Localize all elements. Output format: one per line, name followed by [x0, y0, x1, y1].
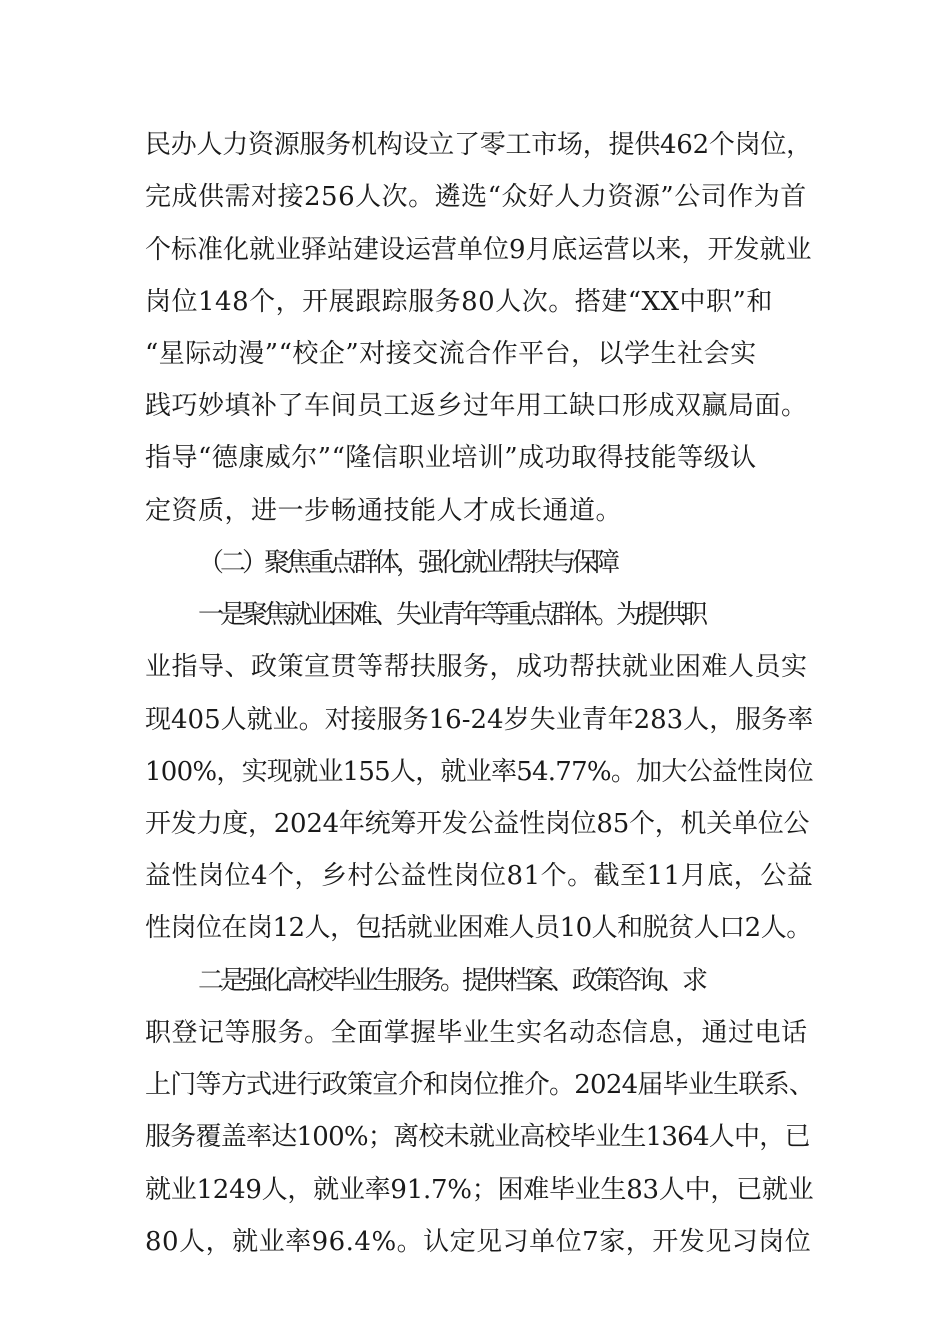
text-line-7: 指导“德康威尔”“隆信职业培训”成功取得技能等级认 — [145, 443, 757, 473]
text-line-4: 岗位148个，开展跟踪服务80人次。搭建“XX中职”和 — [145, 287, 773, 317]
text-line-14: 开发力度，2024年统筹开发公益性岗位85个，机关单位公 — [145, 809, 810, 839]
text-line-1: 民办人力资源服务机构设立了零工市场，提供462个岗位， — [145, 130, 812, 160]
text-line-17: 二是强化高校毕业生服务。提供档案、政策咨询、求 — [198, 966, 705, 996]
text-line-21: 就业1249人，就业率91.7%；困难毕业生83人中，已就业 — [145, 1175, 814, 1205]
text-line-22: 80人，就业率96.4%。认定见习单位7家，开发见习岗位 — [145, 1227, 812, 1257]
text-line-16: 性岗位在岗12人，包括就业困难人员10人和脱贫人口2人。 — [145, 913, 812, 943]
text-line-19: 上门等方式进行政策宣介和岗位推介。2024届毕业生联系、 — [145, 1070, 815, 1100]
text-line-13: 100%，实现就业155人，就业率54.77%。加大公益性岗位 — [145, 757, 813, 787]
text-line-12: 现405人就业。对接服务16-24岁失业青年283人，服务率 — [145, 705, 814, 735]
text-line-10: 一是聚焦就业困难、失业青年等重点群体。为提供职 — [198, 600, 705, 630]
section-heading: （二）聚焦重点群体，强化就业帮扶与保障 — [198, 548, 617, 578]
text-line-15: 益性岗位4个，乡村公益性岗位81个。截至11月底，公益 — [145, 861, 814, 891]
text-line-8: 定资质，进一步畅通技能人才成长通道。 — [145, 496, 623, 526]
text-line-2: 完成供需对接256人次。遴选“众好人力资源”公司作为首 — [145, 182, 807, 212]
text-line-3: 个标准化就业驿站建设运营单位9月底运营以来，开发就业 — [145, 235, 812, 265]
text-line-5: “星际动漫”“校企”对接交流合作平台，以学生社会实 — [145, 339, 757, 369]
text-line-6: 践巧妙填补了车间员工返乡过年用工缺口形成双赢局面。 — [145, 391, 808, 421]
text-line-11: 业指导、政策宣贯等帮扶服务，成功帮扶就业困难人员实 — [145, 652, 808, 682]
text-line-18: 职登记等服务。全面掌握毕业生实名动态信息，通过电话 — [145, 1018, 808, 1048]
text-line-20: 服务覆盖率达100%；离校未就业高校毕业生1364人中，已 — [145, 1122, 810, 1152]
